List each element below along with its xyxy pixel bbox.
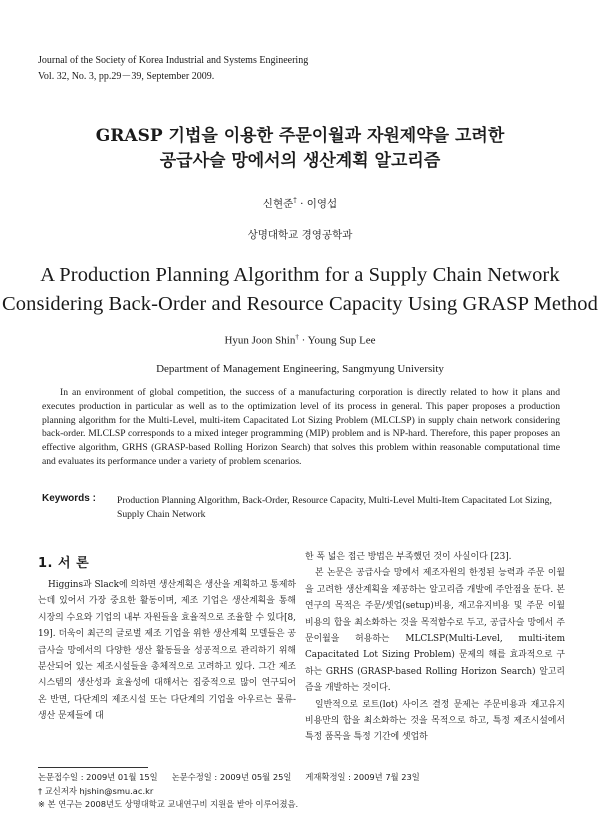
korean-authors bbox=[0, 196, 600, 211]
author-2-ko: 이영섭 bbox=[306, 198, 338, 210]
journal-name: Journal of the Society of Korea Industrial and Systems Engineering bbox=[38, 55, 309, 66]
keywords-label: Keywords : bbox=[42, 493, 96, 504]
keywords-text: Production Planning Algorithm, Back-Order, Resource Capacity, Multi-Level Multi-Item Capacitated Lot Sizing, Supply Chain Network bbox=[117, 495, 552, 520]
received-date: 논문접수일 : 2009년 01월 15일 bbox=[38, 772, 158, 782]
author-1-en: Hyun Joon Shin bbox=[224, 334, 296, 347]
footnote-divider bbox=[38, 767, 148, 768]
footnote-corresponding bbox=[38, 785, 420, 799]
author-separator-en: · bbox=[298, 334, 308, 347]
english-title-line2: Considering Back-Order and Resource Capacity Using GRASP Method bbox=[2, 293, 598, 315]
author-2-en: Young Sup Lee bbox=[307, 334, 376, 347]
abstract: In an environment of global competition, the success of a manufacturing corporation is directly related to how it plans and executes production in particular as well as to the optimization level of its process in general. This paper proposes a production planning algorithm for the Multi-Level, multi-item Capacitated Lot Sizing Problem (MLCLSP) in supply chain network considering back-order. MLCLSP corresponds to a mixed integer programming (MIP) problem and is NP-hard. Therefore, this paper proposes an effective algorithm, GRHS (GRASP-based Rolling Horizon Search) that solves this problem within reasonable computational time and evaluates its performance under a variety of problem scenarios. bbox=[42, 387, 560, 467]
revised-date: 논문수정일 : 2009년 05월 25일 bbox=[171, 772, 292, 782]
funding-note: 본 연구는 2008년도 상명대학교 교내연구비 지원을 받아 이루어졌음. bbox=[47, 799, 299, 809]
english-authors bbox=[0, 333, 600, 347]
note-mark: ※ bbox=[38, 799, 45, 809]
corresponding-author: 교신저자 hjshin@smu.ac.kr bbox=[44, 785, 154, 796]
right-column bbox=[305, 549, 565, 746]
english-title bbox=[0, 261, 600, 319]
korean-affiliation: 상명대학교 경영공학과 bbox=[247, 229, 353, 241]
section-heading-introduction: 1. 서 론 bbox=[38, 556, 90, 571]
footnotes bbox=[38, 771, 420, 812]
intro-paragraph-1: Higgins과 Slack에 의하면 생산계획은 생산을 계획하고 통제하는데 있어서 가장 중요한 활동이며, 제조 기업은 생산계획을 통해 시장의 수요와 기업의 내부 자원들을 효율적으로 조율할 수 있다[8, 19]. 더욱이 최근의 글로벌 제조 기업을 위한 생산계획 모델들은 공급사슬 망에서의 다양한 생산 활동들을 성공적으로 관리하기 위해 분산되어 있는 제조시설들을 총체적으로 고려하고 있다. 그간 제조시스템의 생산성과 효율성에 대해서는 집중적으로 많이 연구되어 온 반면, 다단계의 제조시설 또는 다단계의 기업을 아우르는 물류-생산 문제들에 대 bbox=[38, 580, 296, 722]
accepted-date: 게재확정일 : 2009년 7월 23일 bbox=[305, 772, 420, 782]
intro-paragraph-2: 본 논문은 공급사슬 망에서 제조자원의 한정된 능력과 주문 이월을 고려한 생산계획을 제공하는 알고리즘 개발에 주안점을 둔다. 본 연구의 목적은 주문/셋업(setup)비용, 재고유지비용 및 주문 이월비용의 합을 최소화하는 것을 목적함수로 두고, 공급사슬 망에서 주문이월을 허용하는 MLCLSP(Multi-Level, multi-item Capacitated Lot Sizing Problem) 문제의 해를 효과적으로 구하는 GRHS (GRASP-based Rolling Horizon Search) 알고리즘을 개발하는 것이다. bbox=[305, 568, 565, 694]
intro-paragraph-3: 일반적으로 로트(lot) 사이즈 결정 문제는 주문비용과 재고유지 비용만의 합을 최소화하는 것을 목적으로 하고, 특정 제조시설에서 특정 품목을 특정 기간에 셋업하 bbox=[305, 699, 565, 743]
journal-header bbox=[38, 53, 308, 85]
dagger-mark-footnote: † bbox=[38, 785, 43, 796]
author-1-ko: 신현준 bbox=[262, 198, 294, 210]
intro-paragraph-1-continued: 한 폭 넓은 접근 방법은 부족했던 것이 사실이다 [23]. bbox=[305, 552, 512, 562]
korean-title bbox=[0, 124, 600, 174]
journal-volume: Vol. 32, No. 3, pp.29－39, September 2009. bbox=[38, 71, 215, 82]
english-title-line1: A Production Planning Algorithm for a Supply Chain Network bbox=[40, 264, 560, 286]
author-separator: · bbox=[296, 198, 307, 210]
dagger-mark: † bbox=[293, 196, 297, 205]
dagger-mark-en: † bbox=[295, 333, 299, 341]
english-affiliation: Department of Management Engineering, Sangmyung University bbox=[156, 363, 444, 375]
footnote-funding bbox=[38, 798, 420, 812]
korean-title-line1: GRASP 기법을 이용한 주문이월과 자원제약을 고려한 bbox=[95, 126, 505, 146]
korean-title-line2: 공급사슬 망에서의 생산계획 알고리즘 bbox=[159, 151, 441, 171]
footnote-dates bbox=[38, 771, 420, 785]
left-column bbox=[38, 577, 296, 725]
